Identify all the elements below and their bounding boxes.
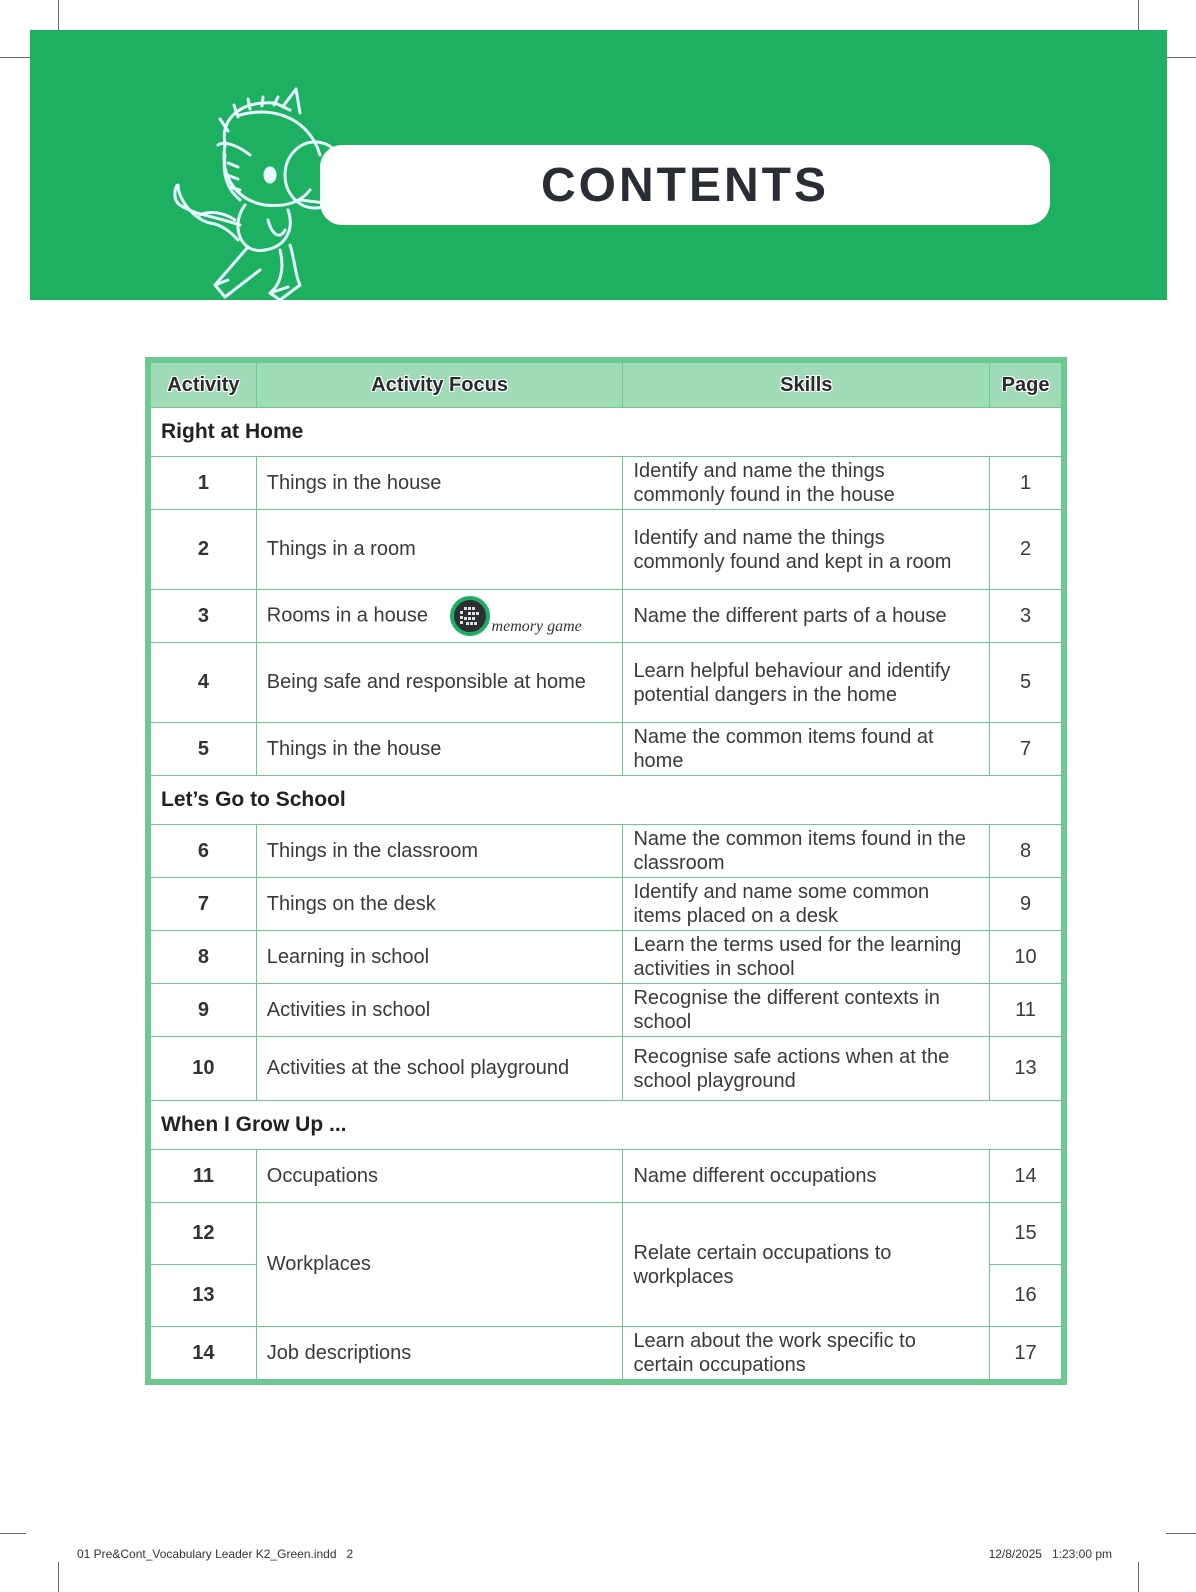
page-number[interactable]: 16 [990,1265,1062,1327]
table-row[interactable] [151,878,1062,931]
activity-number: 11 [151,1150,257,1203]
activity-number: 2 [151,510,257,590]
activity-focus: Rooms in a house [266,604,428,627]
activity-focus: Occupations [256,1150,623,1203]
activity-focus: Activities at the school playground [256,1037,623,1101]
page-number[interactable]: 3 [990,590,1062,643]
section-title: Let’s Go to School [151,776,1062,825]
activity-focus: Things on the desk [256,878,623,931]
section-row [151,1101,1062,1150]
page-number[interactable]: 17 [990,1327,1062,1380]
activity-skills: Relate certain occupations to workplaces [623,1203,990,1327]
crop-mark [1167,57,1196,58]
activity-focus: Job descriptions [256,1327,623,1380]
crop-mark [1138,0,1139,30]
table-row[interactable] [151,590,1062,643]
crop-mark [0,1533,26,1534]
activity-skills: Name the common items found in the classroom [623,825,990,878]
crop-mark [58,1562,59,1592]
table-row[interactable] [151,825,1062,878]
activity-skills: Name the different parts of a house [623,590,990,643]
activity-focus: Things in the house [256,457,623,510]
activity-number: 13 [151,1265,257,1327]
memory-game-icon [450,596,490,636]
activity-focus: Learning in school [256,931,623,984]
page-title: CONTENTS [541,158,829,212]
col-header-focus: Activity Focus [256,363,623,408]
page-number[interactable]: 13 [990,1037,1062,1101]
activity-number: 9 [151,984,257,1037]
table-row[interactable] [151,723,1062,776]
crop-mark [0,57,30,58]
footer-filename: 01 Pre&Cont_Vocabulary Leader K2_Green.indd 2 [77,1547,354,1561]
section-row [151,408,1062,457]
activity-number: 14 [151,1327,257,1380]
crop-mark [1138,1562,1139,1592]
activity-focus: Things in the classroom [256,825,623,878]
activity-focus: Things in a room [256,510,623,590]
crop-mark [1166,1533,1196,1534]
activity-skills: Learn the terms used for the learning activities in school [623,931,990,984]
activity-number: 4 [151,643,257,723]
activity-skills: Learn helpful behaviour and identify potential dangers in the home [623,643,990,723]
contents-table [145,357,1067,1385]
activity-skills: Learn about the work specific to certain occupations [623,1327,990,1380]
page-number[interactable]: 8 [990,825,1062,878]
pony-mascot-icon [100,75,340,305]
table-row[interactable] [151,1327,1062,1380]
activity-number: 3 [151,590,257,643]
memory-game-badge[interactable] [450,596,582,636]
memory-game-label: memory game [491,618,582,635]
section-row [151,776,1062,825]
table-row[interactable] [151,1037,1062,1101]
page-number[interactable]: 5 [990,643,1062,723]
table-header-row [151,363,1062,408]
activity-number: 12 [151,1203,257,1265]
table-row[interactable] [151,1150,1062,1203]
page-number[interactable]: 1 [990,457,1062,510]
activity-skills: Identify and name the things commonly found in the house [623,457,990,510]
header-banner [30,30,1167,300]
crop-mark [58,0,59,30]
activity-skills: Identify and name some common items placed on a desk [623,878,990,931]
activity-skills: Recognise the different contexts in school [623,984,990,1037]
title-pill [320,145,1050,225]
activity-number: 5 [151,723,257,776]
activity-number: 6 [151,825,257,878]
col-header-page: Page [990,363,1062,408]
table-row[interactable] [151,931,1062,984]
col-header-skills: Skills [623,363,990,408]
page-number[interactable]: 11 [990,984,1062,1037]
table-row[interactable] [151,457,1062,510]
table-row[interactable] [151,643,1062,723]
activity-skills: Name different occupations [623,1150,990,1203]
activity-focus: Things in the house [256,723,623,776]
page-number[interactable]: 10 [990,931,1062,984]
activity-number: 10 [151,1037,257,1101]
section-title: When I Grow Up ... [151,1101,1062,1150]
footer-timestamp: 12/8/2025 1:23:00 pm [988,1547,1112,1561]
activity-skills: Identify and name the things commonly found and kept in a room [623,510,990,590]
col-header-activity: Activity [151,363,257,408]
activity-skills: Recognise safe actions when at the school playground [623,1037,990,1101]
page-number[interactable]: 2 [990,510,1062,590]
page-number[interactable]: 7 [990,723,1062,776]
activity-skills: Name the common items found at home [623,723,990,776]
table-row[interactable] [151,1203,1062,1265]
page-number[interactable]: 14 [990,1150,1062,1203]
page-number[interactable]: 15 [990,1203,1062,1265]
table-row[interactable] [151,984,1062,1037]
table-row[interactable] [151,510,1062,590]
activity-focus: Activities in school [256,984,623,1037]
activity-number: 7 [151,878,257,931]
activity-focus: Being safe and responsible at home [256,643,623,723]
activity-number: 1 [151,457,257,510]
activity-focus: Workplaces [256,1203,623,1327]
section-title: Right at Home [151,408,1062,457]
activity-focus-cell [256,590,623,643]
page-number[interactable]: 9 [990,878,1062,931]
activity-number: 8 [151,931,257,984]
